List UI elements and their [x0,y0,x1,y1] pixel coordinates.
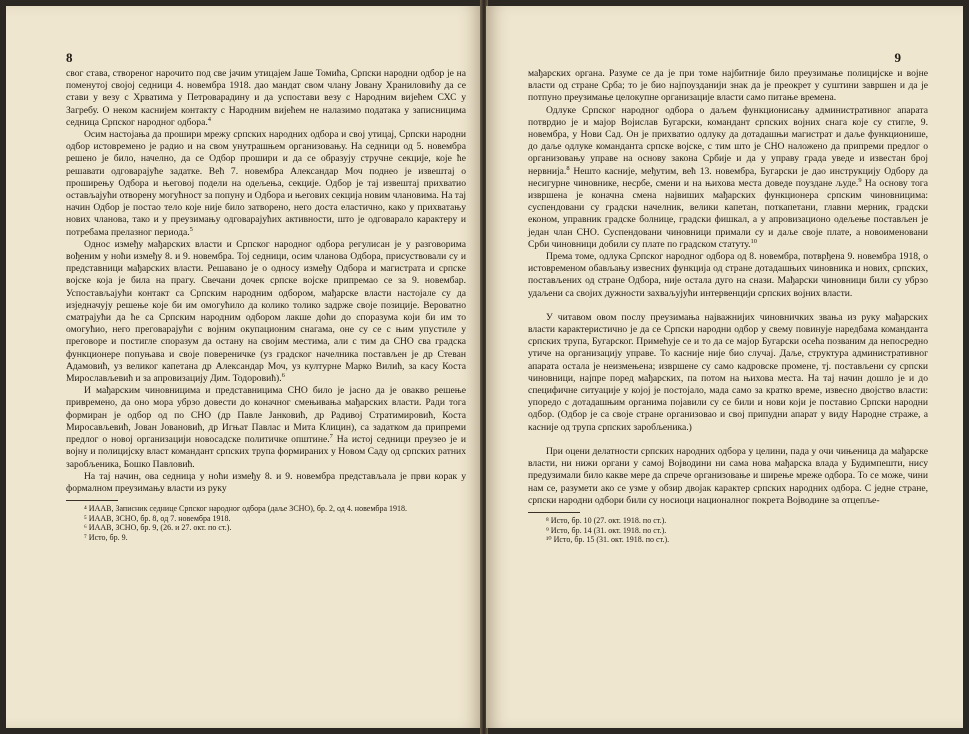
paragraph: На тај начин, ова седница у ноћи између 8. и 9. новембра представљала је први корак у формалном преузимању власти из руку [66,470,466,494]
paragraph: мађарских органа. Разуме се да је при томе најбитније било преузимање полицијске и војне власти од стране Срба; то је био најпоузданији знак да је преокрет у суштини завршен и да је потпуно преузимање целокупне организације власти само питање времена. [528,68,928,104]
footnote: ⁹ Исто, бр. 14 (31. окт. 1918. по ст.). [546,525,667,535]
page-number: 9 [894,50,901,65]
footnote: ⁴ ИААВ, Записник седнице Српског народног одбора (даље ЗСНО), бр. 2, од 4. новембра 1918. [84,504,408,514]
paragraph: свог става, створеног нарочито под све јачим утицајем Јаше Томића, Српски народни одбор је на поменутој својој седници 4. новембра 1918. дао мандат свом члану Јовану Храниловићу да се стави у везу с Хрватима у Петроварадину и да успостави везу с Народним вијећем СХС у Загребу. О неком каснијем контакту с Народним вијећем не налазимо података у записницима седница Српског народног одбора.$^4$ [66,68,466,128]
paragraph: Однос између мађарских власти и Српског народног одбора регулисан је у разговорима вођеним у ноћи између 8. и 9. новембра. Тој седници, осим чланова Одбора, присуствовали су и представници мађарских власти. Решавано је о односу између Одбора и магистрата и српске војске која је била на прагу. Свечани дочек српске војске припремао се за 9. новембар. Успостављајући контакт са Српским народним одбором, мађарске власти настојале су да изједначују решење које би им омогућило да колико толико задрже своје позиције. Вероватно сматрајући да ће са Српским народним одбором лакше доћи до споразума који би им то омогућио, него преговарајући с војним окупационим снагама, оне су се с њим упустиле у преговоре и постигле споразум да остану на својим местима, али с тим да СНО сва градска функционере попуњава и своје повереничке (уз градског начелника постављен је др Стеван Адамовић, уз великог капетана др Александар Моч, уз културне Марко Вилић, за касу Коста Мирослављевић и за апровизацију Дим. Тодоровић).$^6$ [66,238,466,385]
right-page-body [528,68,928,545]
left-page [6,6,482,728]
paragraph: Одлуке Српског народног одбора о даљем функционисању административног апарата потврдио је и мајор Војислав Бугарски, командант српских војних снага које су стигле, 9. новембра, у Нови Сад. Он је прихватио одлуку да дотадашњи магистрат и даље функционише, до даље одлуке команданта српске војске, с тим што је СНО наложено да припреми предлог о организовању управе на основу закона Србије и да у управу града уведе и известан број нервнија.$^8$ Нешто касније, међутим, већ 13. новембра, Бугарски је дао инструкцију Одбору да несигурне чиновнике, несрбе, смени и на њихова места доведе поуздане људе.$^9$ На основу тога извршена је коначна смена највиших мађарских функционера српским чиновницима: суспендовани су градски начелник, велики капетан, поткапетани, главни мерник, градски економ, управник градске болнице, градски фишкал, а у апровизационо одељење постављен је један члан СНО. Суспендовани чиновници примали су и даље своје плате, а новоименовани Срби чиновници добили су плате по градском статуту.$^{10}$ [528,104,929,250]
left-page-body [66,68,466,542]
page-number: 8 [66,50,73,65]
paragraph: У читавом овом послу преузимања најважнијих чиновничких звања из руку мађарских власти карактеристично је да се Српски народни одбор у свему повинује наредбама команданта српских трупа, Бугарског. Примећује се и то да се мајор Бугарски осећа позваним да непосредно утиче на организацију управе. То касније није био случај. Даље, структура административног апарата остала је неизмењена; извршене су само кадровске промене, тј. постављени су српски чиновници, најпре поред мађарских, па потом на њихова места. На тај начин дошло је и до специфичне ситуације у којој је постојало, мада само за кратко време, извесно двојство власти: упоредо с дотадашњим органима појавили су се били и нови који је поставио Српски народни одбор. (Одбор је са своје стране организовао и свој припудни апарат у виду Народне страже, а касније од трупа српских заробљеника.) [528,311,928,433]
footnote-divider [66,500,118,501]
paragraph: Према томе, одлука Српског народног одбора од 8. новембра, потврђена 9. новембра 1918, о истовременом обављању извесних функција од стране дотадашњих чиновника и нових, српских, постављених од стране Одбора, није остала дуго на снази. Мађарски чиновници били су убрзо удаљени са својих дужности захваљујући интервенцији српских војних власти. [528,251,928,299]
footnotes [528,516,928,545]
paragraph: Осим настојања да прошири мрежу српских народних одбора и свој утицај, Српски народни одбор истовремено је радио и на свом унутрашњем организовању. На седници од 5. новембра решено је било, начелно, да се Одбор прошири и да се образују стручне секције, које ће решавати одговарајуће задатке. Већ 7. новембра Александар Моч поднео је извештај о проширењу Одбора и његовој подели на одељења, секције. Одбор је тај извештај прихватио остављајући отворену могућност за попуну и Одбора и његових секција новим члановима. На тај начин Одбор је постао тело које није било затворено, него доста еластично, како у прихватању нових чланова, тако и у преузимању одговарајућих активности, што је одговарало карактеру и потребама прелазног периода.$^5$ [66,129,466,238]
paragraph: При оцени делатности српских народних одбора у целини, пада у очи чињеница да мађарске власти, ни нижи органи у самој Војводини ни сама нова мађарска влада у Будимпешти, нису предузимали било какве мере да спрече организовање и ширење мреже одбора. То се може, чини нам се, разумети ако се узме у обзир двојак карактер српских народних одбора. С једне стране, српски народни одбори били су носиоци националног покрета Војводине за отцепље- [528,445,928,506]
footnote-divider [528,512,580,513]
footnote: ⁶ ИААВ, ЗСНО, бр. 9, (26. и 27. окт. по ст.). [84,523,232,533]
footnote: ¹⁰ Исто, бр. 15 (31. окт. 1918. по ст.). [546,535,670,545]
footnote: ⁵ ИААВ, ЗСНО, бр. 8, од 7. новембра 1918. [84,513,231,523]
paragraph: И мађарским чиновницима и представницима СНО било је јасно да је овакво решење привремено, да оно мора убрзо довести до коначног смењивања мађарских власти. Ради тога формиран је одбор од по СНО (др Павле Јанковић, др Радивој Стратимировић, Коста Миросављевић, Јован Јовановић, др Игњат Павлас и Мита Клицин), са задатком да припреми предлог о новој организацији новосадске политичке општине.$^7$ На истој седници преузео је и војну и полицијску власт командант српских трупа формираних у Новом Саду од српских ратних заробљеника, Бошко Павловић. [66,385,467,470]
footnote: ⁸ Исто, бр. 10 (27. окт. 1918. по ст.). [546,515,667,525]
footnote: ⁷ Исто, бр. 9. [84,532,128,542]
footnotes [66,504,466,542]
right-page [486,6,963,728]
